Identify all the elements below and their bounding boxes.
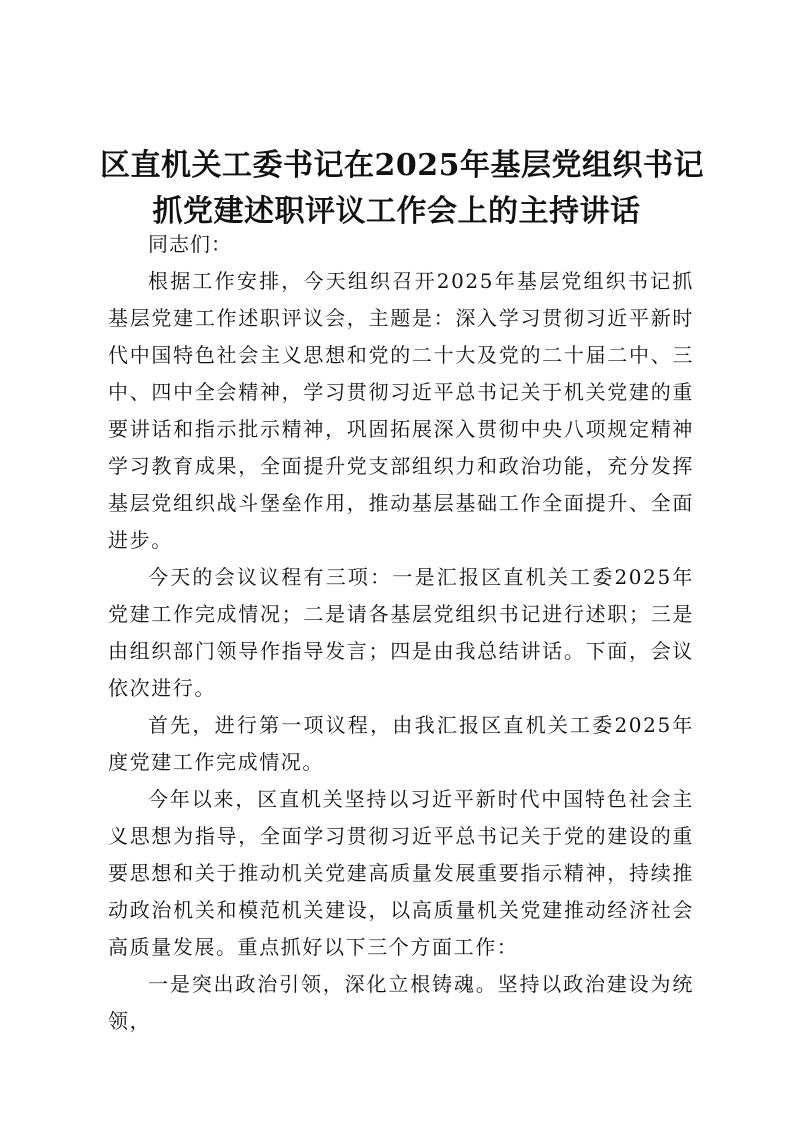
paragraph-1: 根据工作安排，今天组织召开2025年基层党组织书记抓基层党建工作述职评议会，主题是：深入学习贯彻习近平新时代中国特色社会主义思想和党的二十大及党的二十届二中、三中、四中全会精神，学习贯彻习近平总书记关于机关党建的重要讲话和指示批示精神，巩固拓展深入贯彻中央八项规定精神学习教育成果，全面提升党支部组织力和政治功能，充分发挥基层党组织战斗堡垒作用，推动基层基础工作全面提升、全面进步。 (108, 269, 694, 552)
paragraph-3: 首先，进行第一项议程，由我汇报区直机关工委2025年度党建工作完成情况。 (108, 713, 694, 774)
salutation: 同志们： (148, 232, 232, 256)
paragraph-4: 今年以来，区直机关坚持以习近平新时代中国特色社会主义思想为指导，全面学习贯彻习近平总书记关于党的建设的重要思想和关于推动机关党建高质量发展重要指示精神，持续推动政治机关和模范机关建设，以高质量机关党建推动经济社会高质量发展。重点抓好以下三个方面工作： (108, 787, 694, 959)
document-title-line-1: 区直机关工委书记在2025年基层党组织书记 (100, 148, 704, 183)
paragraph-2: 今天的会议议程有三项：一是汇报区直机关工委2025年党建工作完成情况；二是请各基层党组织书记进行述职；三是由组织部门领导作指导发言；四是由我总结讲话。下面，会议依次进行。 (108, 565, 694, 700)
document-body (108, 226, 694, 1040)
paragraph-5: 一是突出政治引领，深化立根铸魂。坚持以政治建设为统领， (108, 972, 694, 1033)
document-title-line-2: 抓党建述职评议工作会上的主持讲话 (152, 194, 641, 229)
